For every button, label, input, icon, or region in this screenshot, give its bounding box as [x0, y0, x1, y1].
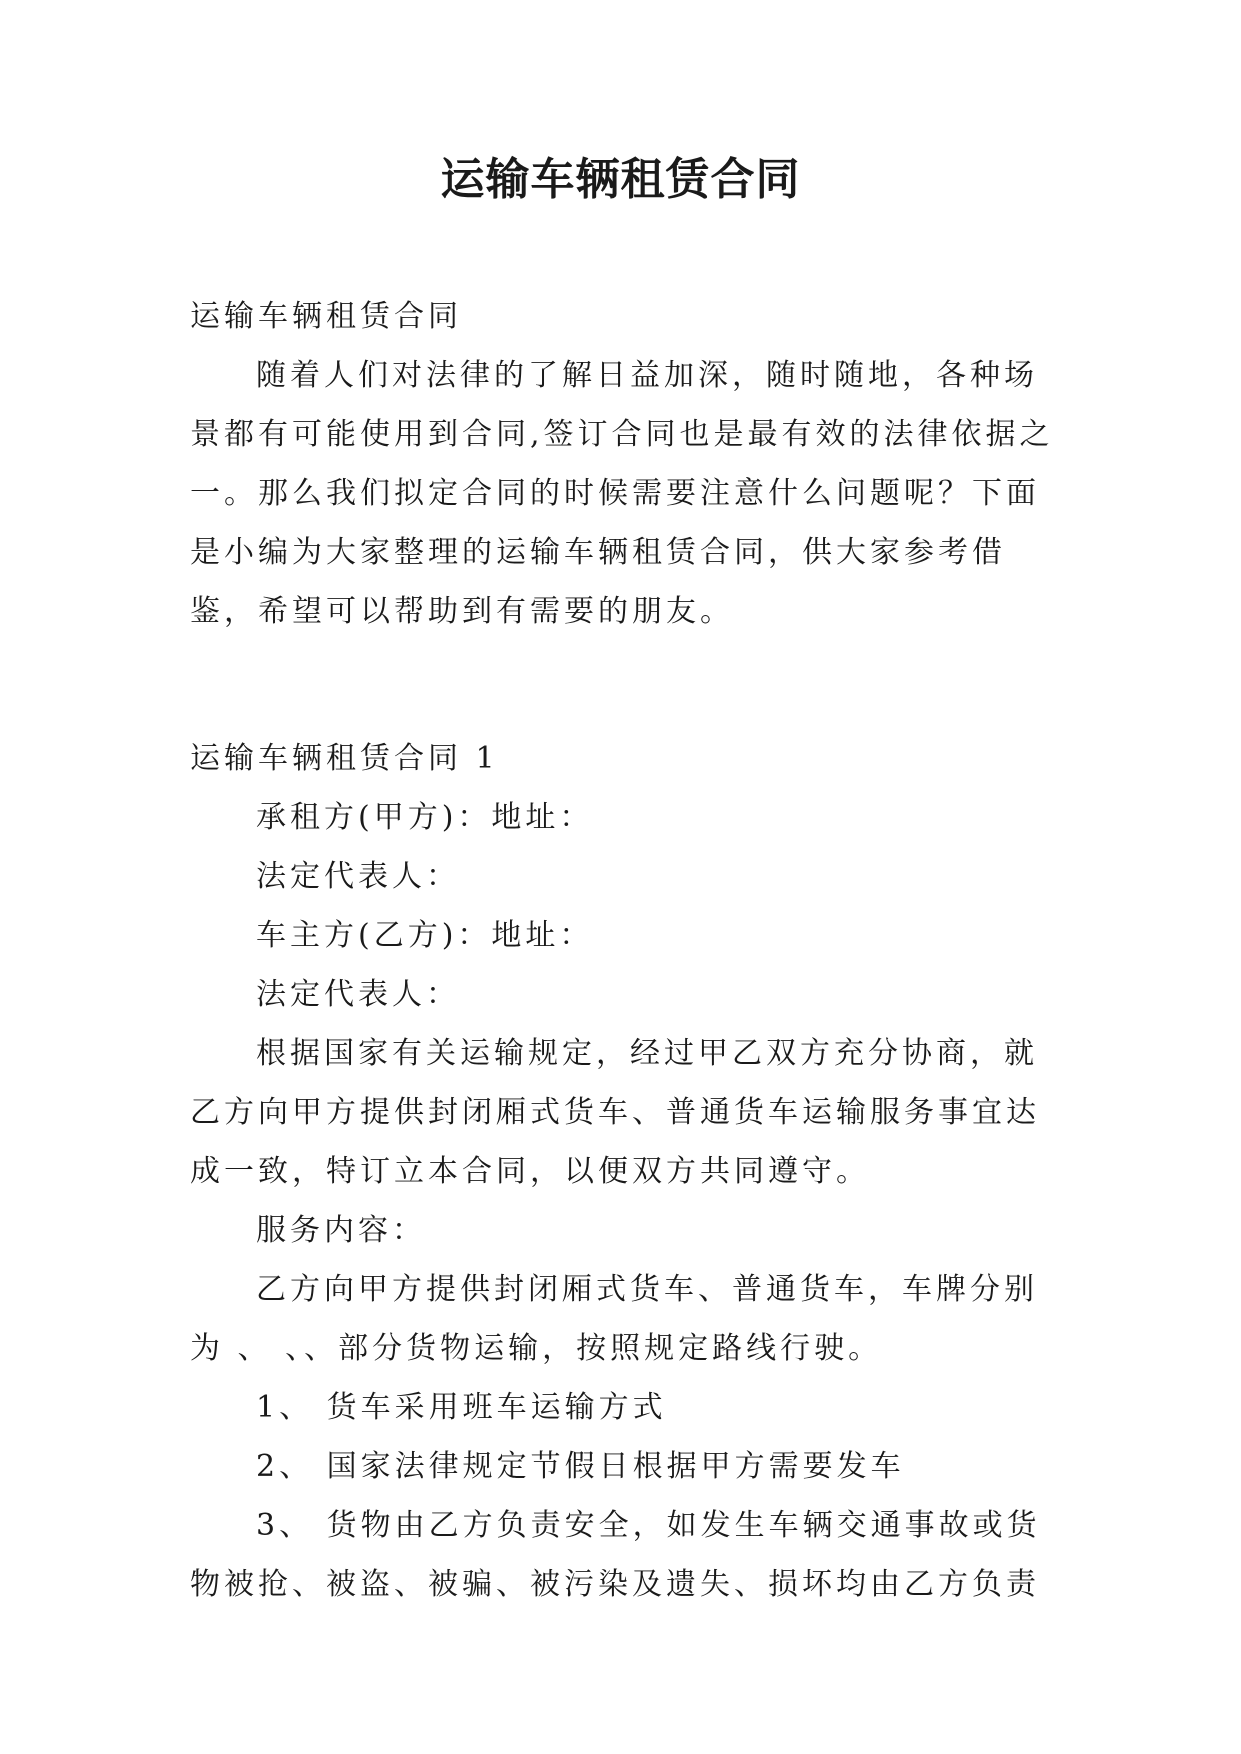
list-item: 2、 国家法律规定节假日根据甲方需要发车: [256, 1449, 905, 1484]
paragraph-gap: [190, 641, 1060, 729]
party-a-line: 承租方(甲方)：地址：: [256, 800, 594, 835]
service-heading: 服务内容：: [256, 1213, 426, 1248]
section-heading: 运输车辆租赁合同 1: [190, 741, 499, 776]
document-body: [190, 287, 1060, 1614]
party-a-representative-line: 法定代表人：: [256, 859, 460, 894]
party-b-representative-line: 法定代表人：: [256, 977, 460, 1012]
party-b-line: 车主方(乙方)：地址：: [256, 918, 594, 953]
document-title: 运输车辆租赁合同: [440, 154, 801, 205]
list-item: 1、 货车采用班车运输方式: [256, 1390, 667, 1425]
intro-paragraph: 随着人们对法律的了解日益加深，随时随地，各种场景都有可能使用到合同,签订合同也是最有效的法律依据之一。那么我们拟定合同的时候需要注意什么问题呢？下面是小编为大家整理的运输车辆租赁合同，供大家参考借鉴，希望可以帮助到有需要的朋友。: [190, 358, 1054, 629]
preamble-paragraph: 根据国家有关运输规定，经过甲乙双方充分协商，就乙方向甲方提供封闭厢式货车、普通货车运输服务事宜达成一致，特订立本合同，以便双方共同遵守。: [190, 1036, 1040, 1189]
service-description: 乙方向甲方提供封闭厢式货车、普通货车，车牌分别为 、 、、部分货物运输，按照规定路线行驶。: [190, 1272, 1038, 1366]
list-item: 3、 货物由乙方负责安全，如发生车辆交通事故或货物被抢、被盗、被骗、被污染及遗失、损坏均由乙方负责: [190, 1508, 1041, 1602]
subtitle: 运输车辆租赁合同: [190, 299, 462, 334]
